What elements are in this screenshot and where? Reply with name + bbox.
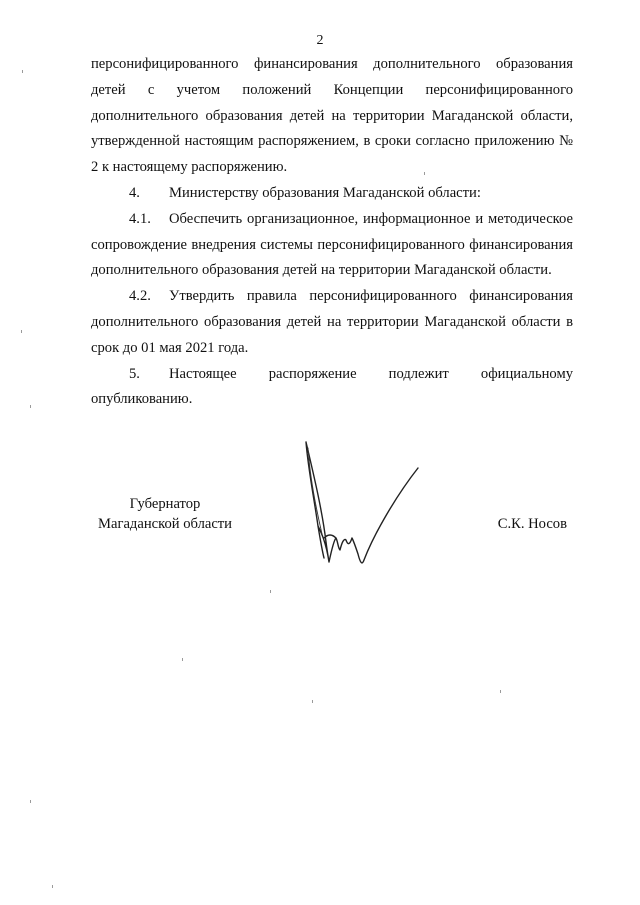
signatory-title [91, 494, 239, 534]
paragraph-continuation [91, 52, 573, 181]
paragraph-item-4 [91, 181, 573, 207]
paragraph-item-4-1 [91, 207, 573, 284]
paragraph-item-5 [91, 362, 573, 414]
paragraph-number: 5. [129, 365, 140, 382]
signatory-title-line: Губернатор [129, 496, 201, 512]
paragraph-number: 4. [129, 184, 140, 201]
paragraph-text: персонифицированного финансирования дополнительного образования детей с учетом положений Концепции персонифицированного дополнительного образования детей на территории Магаданской области, утвержденной настоящим распоряжением, в сроки согласно приложению № 2 к настоящему распоряжению. [91, 56, 573, 176]
paragraph-text: Министерству образования Магаданской области: [169, 184, 481, 201]
paragraph-text: Настоящее распоряжение подлежит официальному опубликованию. [91, 365, 573, 408]
paragraph-number: 4.2. [129, 288, 151, 305]
signatory-name: С.К. Носов [497, 516, 567, 532]
handwritten-signature [296, 438, 426, 573]
paragraph-text: Обеспечить организационное, информационное и методическое сопровождение внедрения системы персонифицированного финансирования дополнительного образования детей на территории Магаданской области. [91, 210, 573, 279]
paragraph-number: 4.1. [129, 210, 151, 227]
signature-block [91, 494, 573, 584]
page-number: 2 [316, 33, 324, 48]
paragraph-text: Утвердить правила персонифицированного финансирования дополнительного образования детей на территории Магаданской области в срок до 01 мая 2021 года. [91, 288, 573, 356]
signatory-title-line: Магаданской области [98, 516, 232, 532]
paragraph-item-4-2 [91, 284, 573, 361]
document-body [91, 52, 573, 413]
